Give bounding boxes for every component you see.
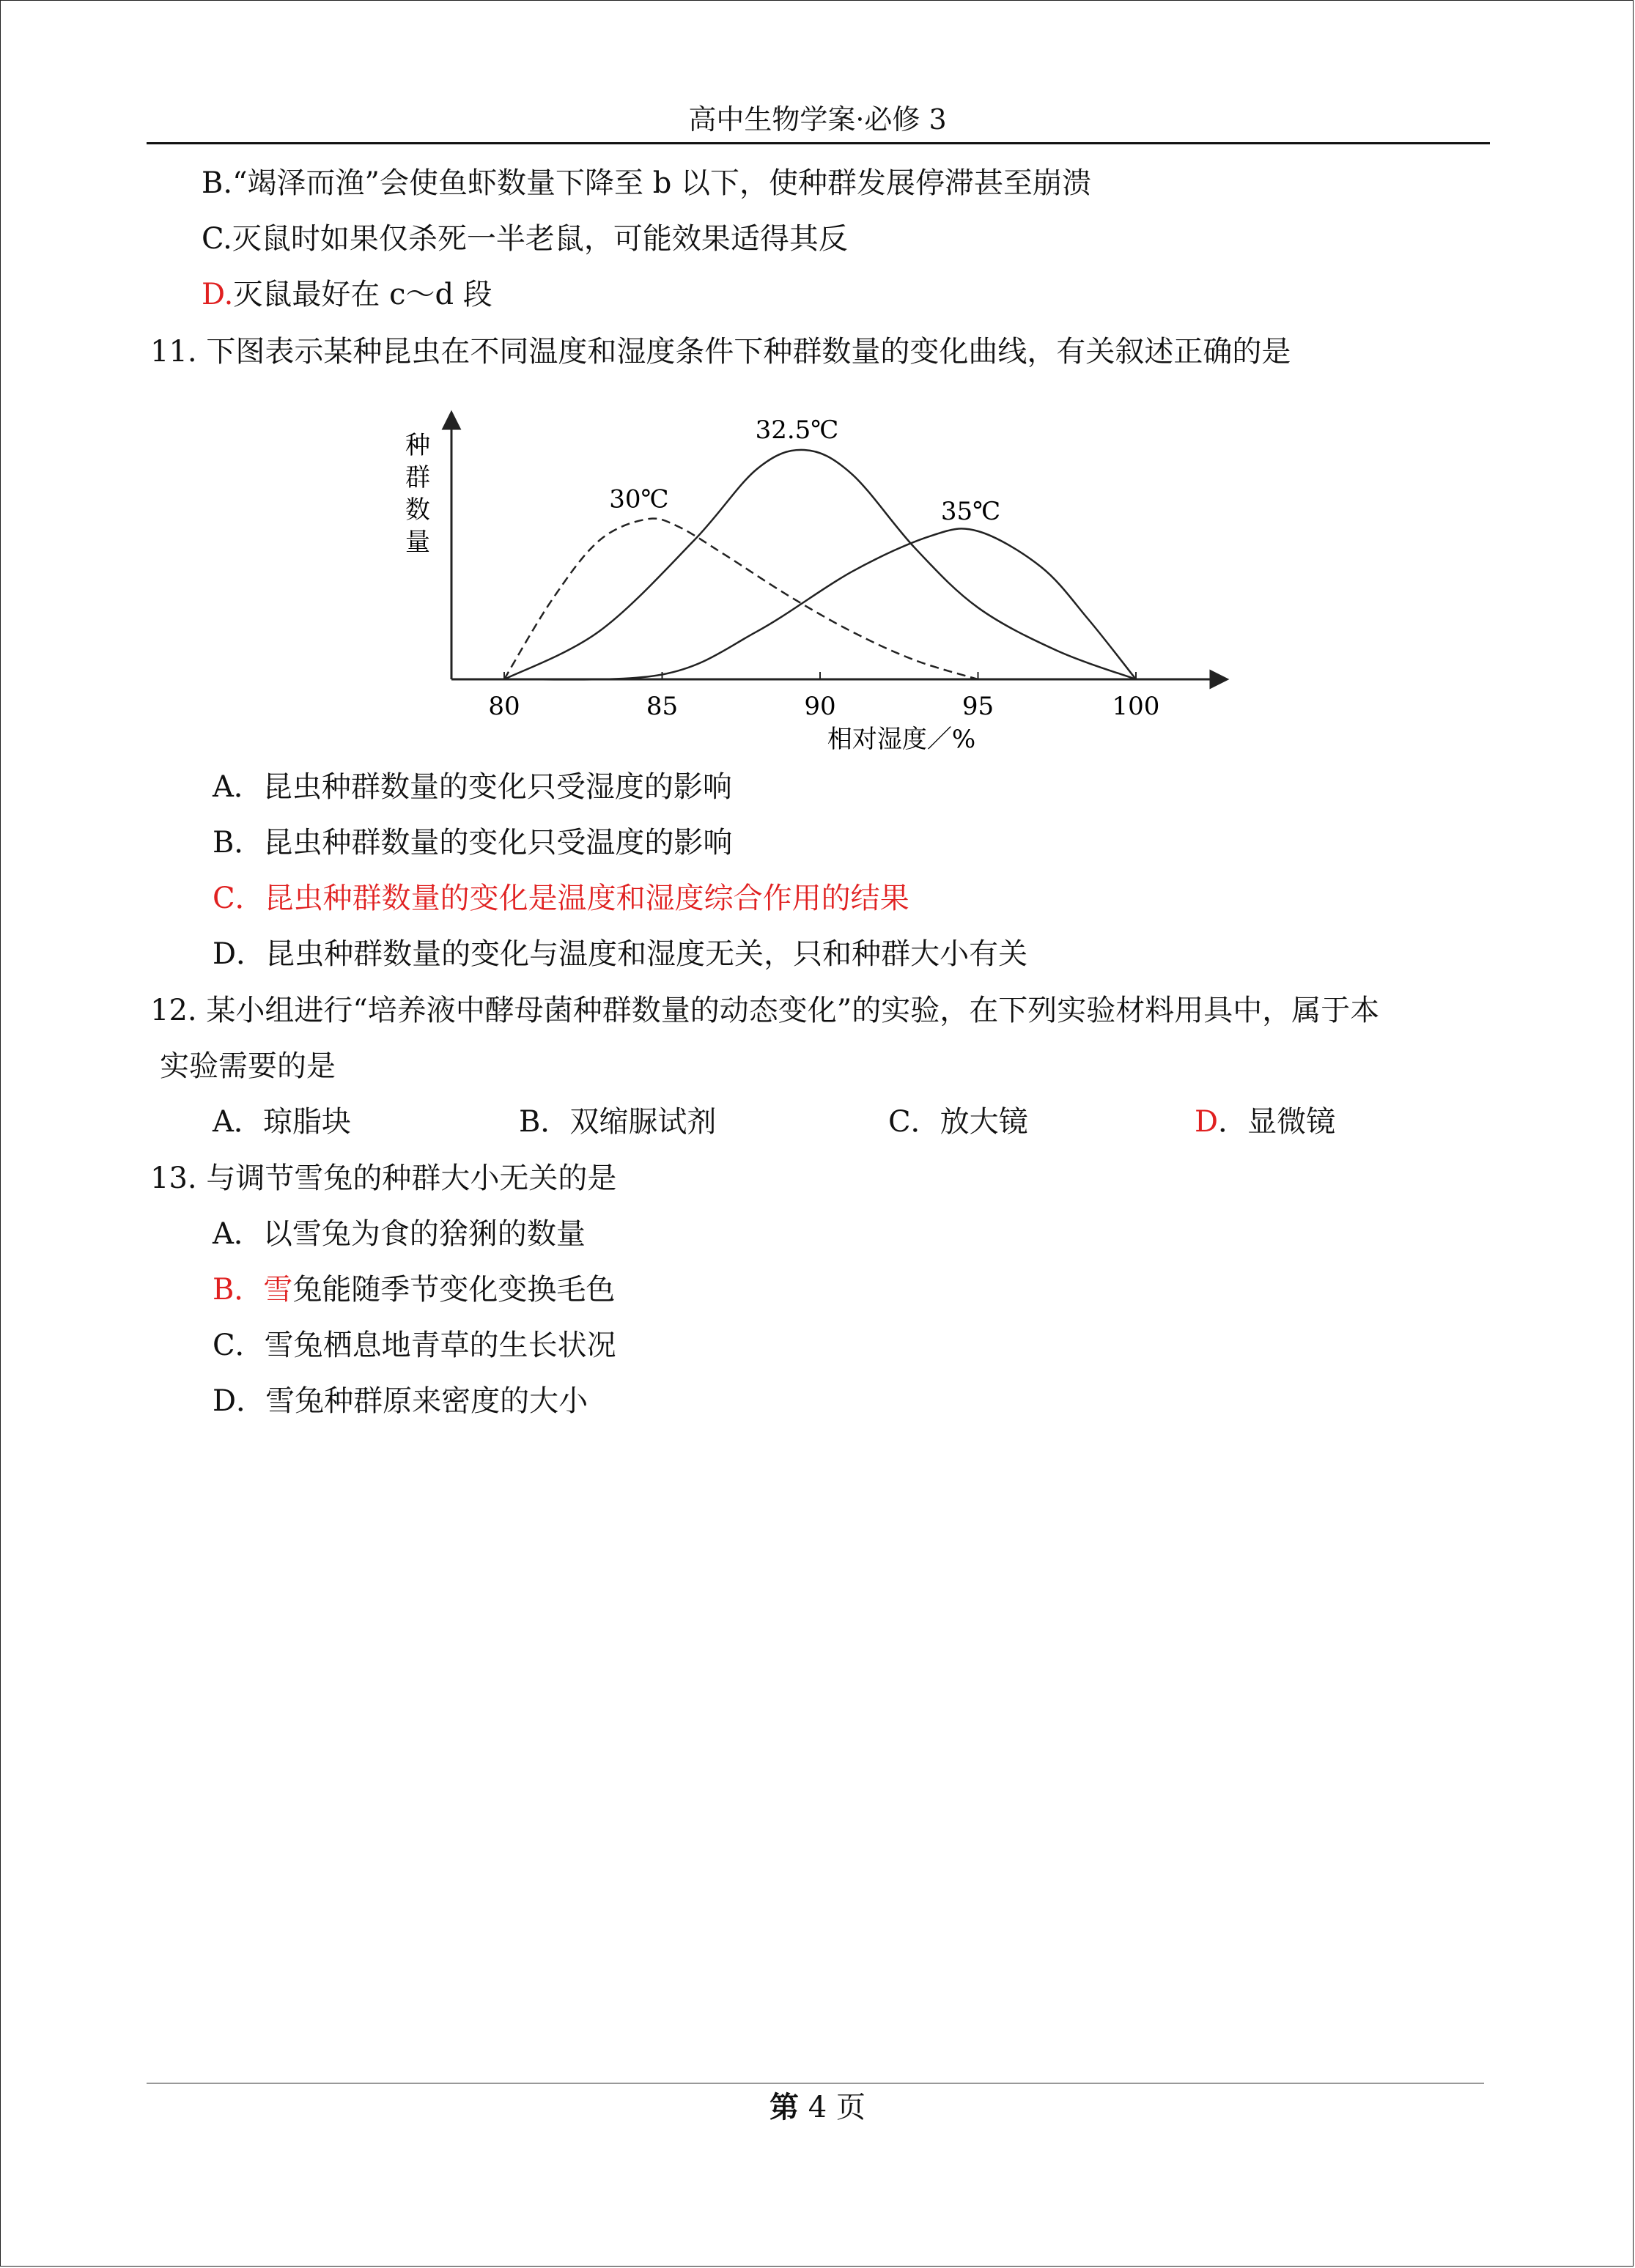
series-line: [504, 519, 978, 679]
q11-stem: 11. 下图表示某种昆虫在不同温度和湿度条件下种群数量的变化曲线，有关叙述正确的是: [150, 335, 1291, 369]
q13-option-b: [213, 1269, 615, 1310]
x-tick-label: 90: [804, 692, 836, 721]
q10-option-b: B.“竭泽而渔”会使鱼虾数量下降至 b 以下，使种群发展停滞甚至崩溃: [202, 166, 1092, 200]
q12-stem-line2: 实验需要的是: [160, 1049, 336, 1083]
q13-option-d: D．雪兔种群原来密度的大小: [213, 1384, 588, 1418]
x-tick-label: 85: [646, 692, 679, 721]
chart-svg: [396, 399, 1239, 758]
series-group: [504, 415, 1136, 679]
x-tick-label: 100: [1112, 692, 1160, 721]
q12-option-a: A．琼脂块: [213, 1105, 351, 1139]
page-number: [0, 2087, 1635, 2128]
q11-option-c: C．昆虫种群数量的变化是温度和湿度综合作用的结果: [213, 882, 909, 915]
x-axis-label: 相对湿度／%: [827, 725, 976, 754]
q10-option-d-letter: D.: [202, 278, 234, 311]
q10-option-d-text: 灭鼠最好在 c～d 段: [233, 278, 492, 311]
y-axis-label-char: 量: [405, 528, 430, 557]
q13-option-c: C．雪兔栖息地青草的生长状况: [213, 1329, 616, 1362]
header-title: 高中生物学案·必修 3: [688, 103, 947, 136]
y-axis-label-char: 种: [405, 431, 430, 460]
page-number-value: 4: [799, 2091, 836, 2124]
q11-option-b: B．昆虫种群数量的变化只受温度的影响: [213, 826, 733, 860]
q12-option-b: B．双缩脲试剂: [519, 1105, 717, 1139]
q10-option-d: [202, 274, 492, 315]
series-label: 32.5℃: [755, 415, 839, 446]
q12-option-d: [1195, 1101, 1335, 1142]
header-rule: [147, 142, 1490, 144]
q12-option-d-letter: D: [1195, 1105, 1219, 1139]
series-label: 30℃: [609, 484, 669, 514]
chart: [396, 399, 1239, 758]
q12-option-c: C．放大镜: [888, 1105, 1028, 1139]
q13-option-a: A．以雪兔为食的猞猁的数量: [213, 1217, 586, 1251]
q13-option-b-red: B．雪: [213, 1273, 293, 1307]
y-axis-label-char: 数: [405, 495, 430, 525]
x-tick-label: 80: [488, 692, 520, 721]
x-tick-label: 95: [962, 692, 994, 721]
q13-stem: 13. 与调节雪兔的种群大小无关的是: [150, 1161, 617, 1195]
series-line: [504, 450, 1136, 679]
q12-stem-line1: 12. 某小组进行“培养液中酵母菌种群数量的动态变化”的实验，在下列实验材料用具中，属于本: [150, 994, 1380, 1027]
q11-option-d: D．昆虫种群数量的变化与温度和湿度无关，只和种群大小有关: [213, 937, 1028, 971]
page-number-prefix: 第: [769, 2090, 800, 2124]
q12-option-d-text: ．显微镜: [1218, 1105, 1336, 1139]
series-label: 35℃: [940, 496, 1001, 526]
q13-option-b-rest: 兔能随季节变化变换毛色: [292, 1273, 616, 1307]
footer-rule: [147, 2083, 1484, 2084]
y-axis-label-char: 群: [405, 463, 430, 492]
page-number-suffix: 页: [835, 2091, 866, 2124]
series-line: [504, 528, 1136, 679]
q11-option-a: A．昆虫种群数量的变化只受湿度的影响: [213, 770, 732, 804]
q10-option-c: C.灭鼠时如果仅杀死一半老鼠，可能效果适得其反: [202, 222, 848, 256]
